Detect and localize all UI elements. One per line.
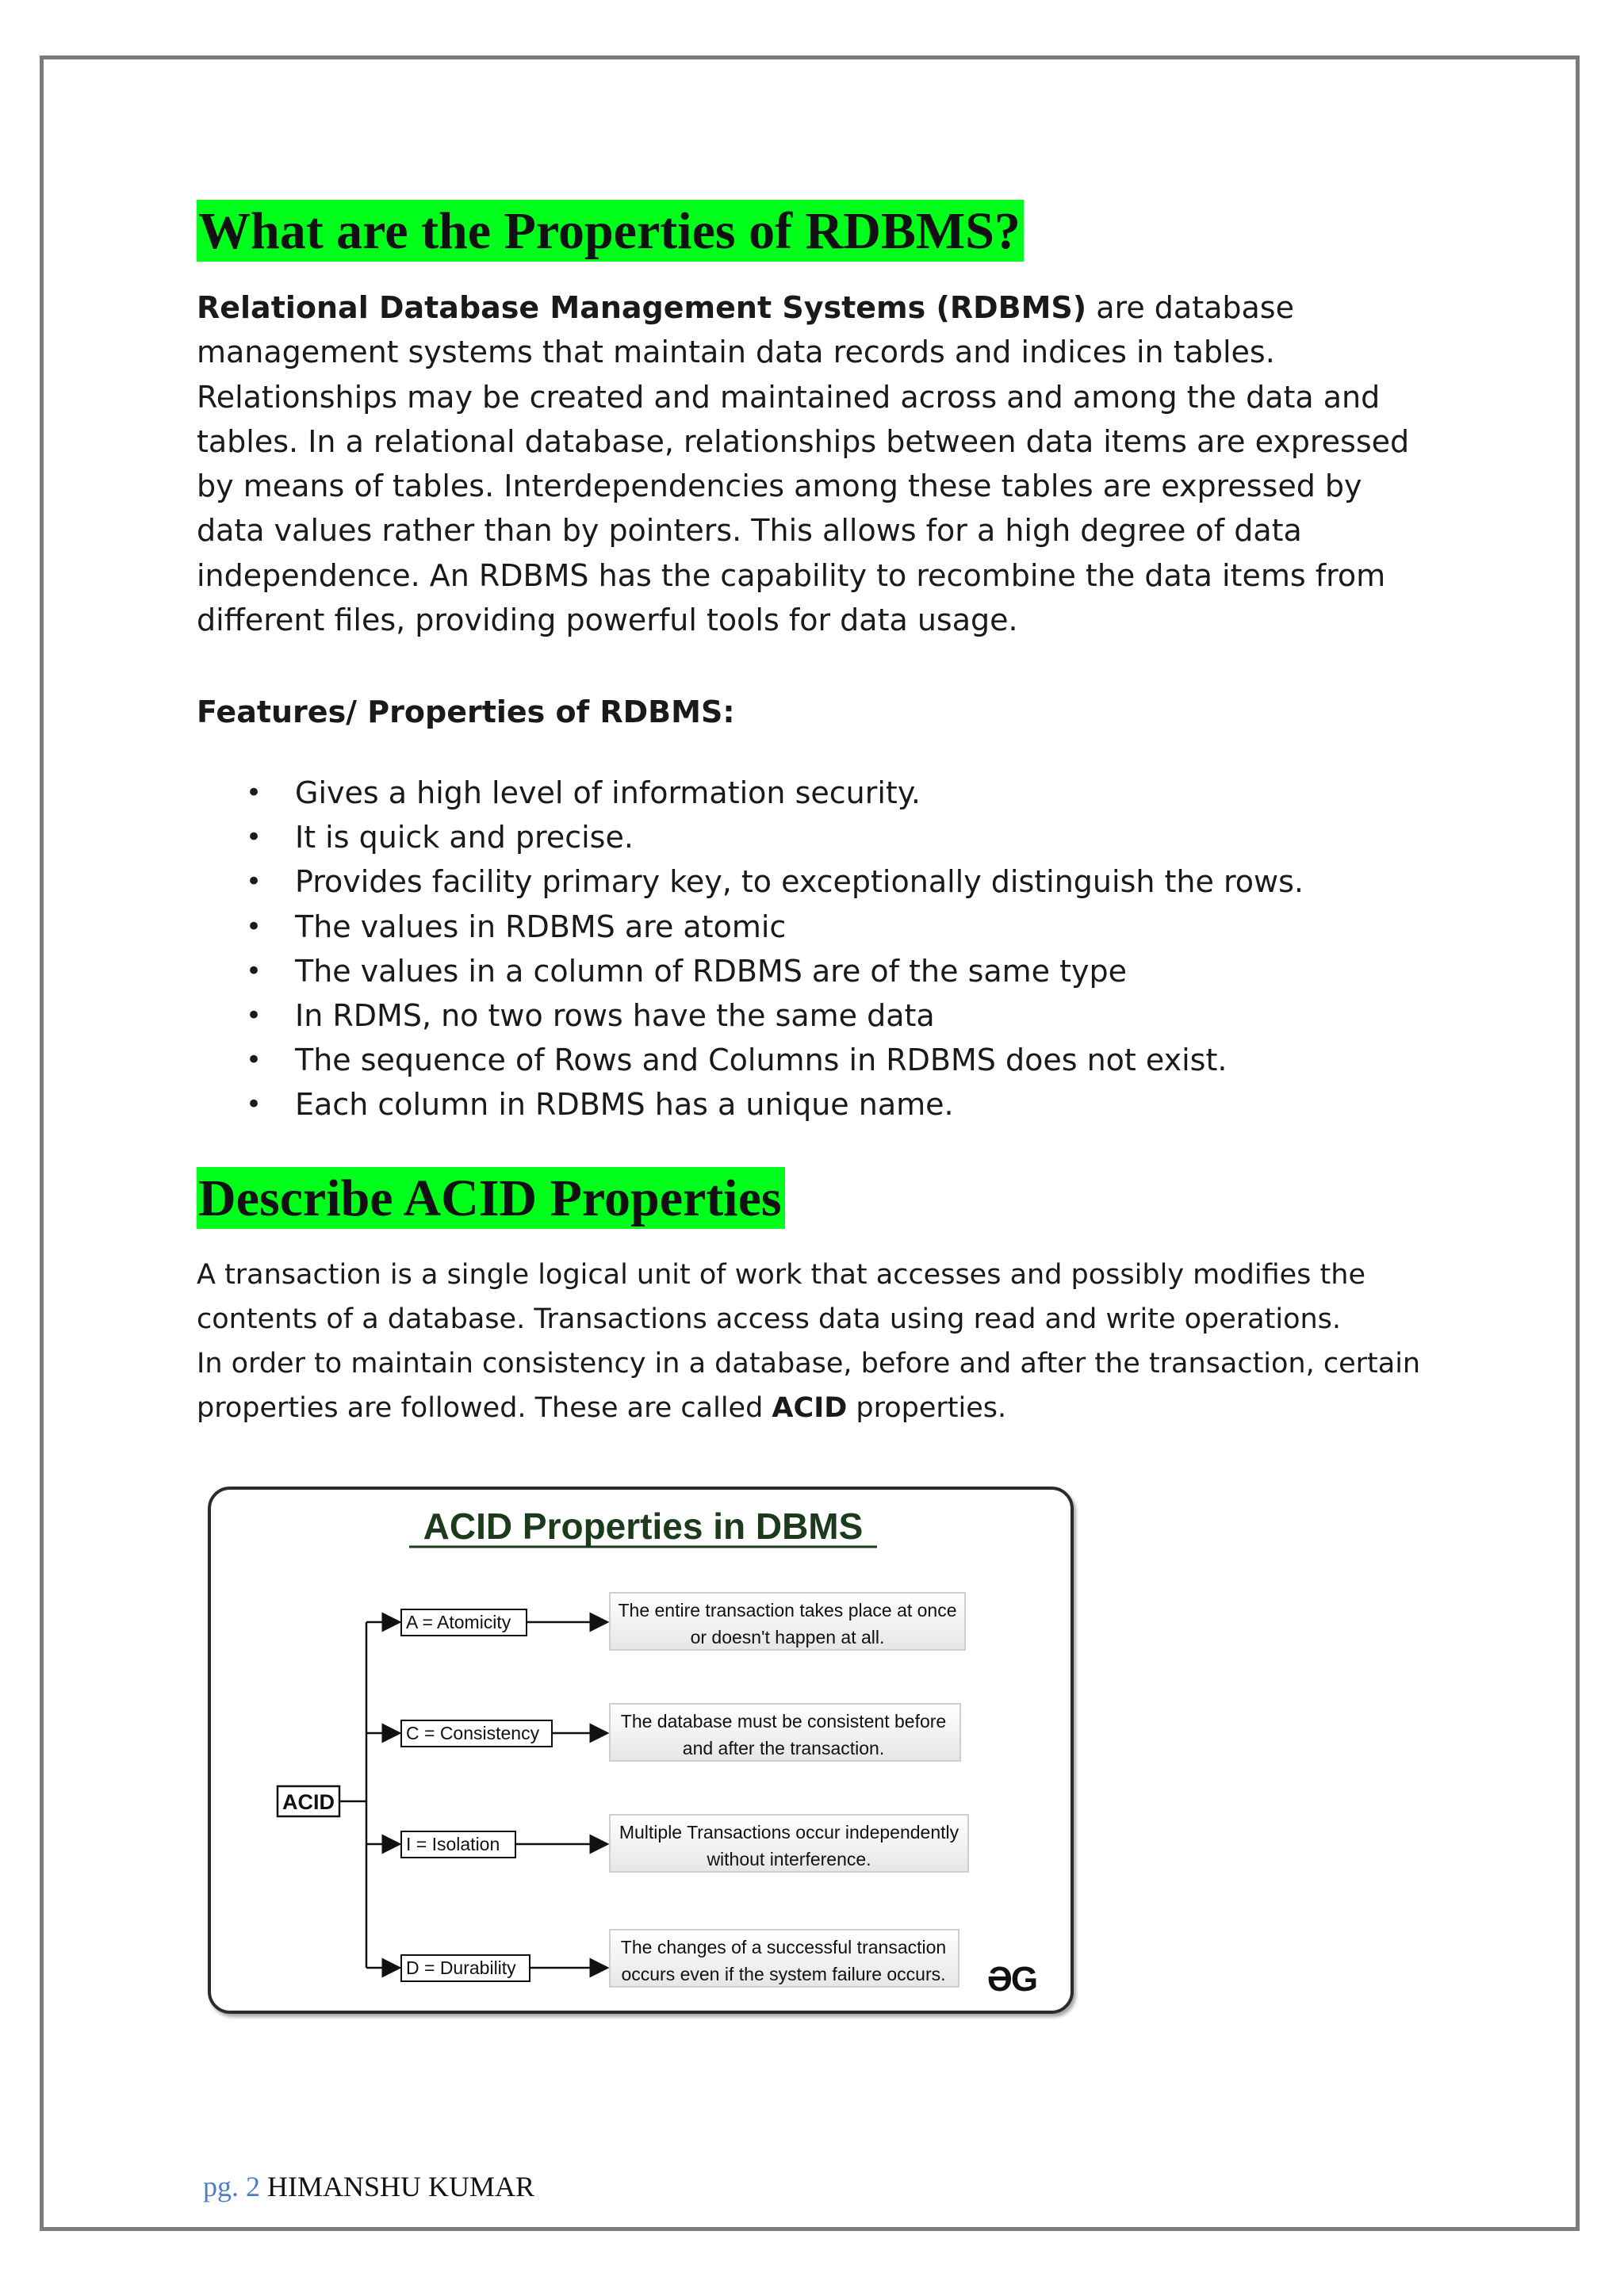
list-item (197, 859, 1304, 904)
list-item (197, 993, 1304, 1038)
properties-heading: What are the Properties of RDBMS? (197, 200, 1024, 262)
durability-desc-line1: The changes of a successful transaction (620, 1937, 947, 1957)
bullet-icon: • (246, 821, 262, 854)
acid-root-label: ACID (282, 1790, 335, 1814)
gg-logo (987, 1960, 1036, 1999)
features-title: Features/ Properties of RDBMS: (197, 695, 735, 729)
consistency-desc-line1: The database must be consistent before (620, 1711, 947, 1732)
isolation-desc-line1: Multiple Transactions occur independently (619, 1822, 959, 1843)
features-list (197, 771, 1304, 1127)
list-item (197, 949, 1304, 993)
rdbms-intro-paragraph (197, 285, 1434, 642)
list-item (197, 815, 1304, 859)
acid-heading: Describe ACID Properties (197, 1167, 785, 1229)
acid-para-text-1: A transaction is a single logical unit of work that accesses and possibly modifies the contents of a database. Transactions access data using read and write operations. (197, 1259, 1365, 1335)
footer-author: HIMANSHU KUMAR (267, 2171, 535, 2202)
bullet-icon: • (246, 1000, 262, 1032)
feature-text: The values in RDBMS are atomic (295, 909, 787, 944)
bullet-icon: • (246, 777, 262, 809)
atomicity-desc-line1: The entire transaction takes place at once (618, 1600, 957, 1621)
list-item (197, 1082, 1304, 1127)
atomicity-desc-line2: or doesn't happen at all. (690, 1627, 885, 1647)
isolation-desc-line2: without interference. (707, 1849, 871, 1869)
feature-text: The values in a column of RDBMS are of the same type (295, 953, 1128, 989)
durability-desc-line2: occurs even if the system failure occurs. (621, 1964, 946, 1984)
bullet-icon: • (246, 1044, 262, 1077)
consistency-label: C = Consistency (406, 1723, 540, 1743)
isolation-label: I = Isolation (406, 1834, 500, 1854)
acid-para-text-3: properties. (847, 1392, 1007, 1424)
feature-text: Provides facility primary key, to exceptionally distinguish the rows. (295, 864, 1304, 900)
bullet-icon: • (246, 1089, 262, 1121)
acid-para-text-2: In order to maintain consistency in a database, before and after the transaction, certain properties are followed. These are called (197, 1348, 1421, 1424)
feature-text: Gives a high level of information security. (295, 775, 921, 810)
page-footer (203, 2169, 534, 2204)
list-item (197, 771, 1304, 815)
acid-para-bold: ACID (772, 1392, 848, 1424)
rdbms-intro-bold: Relational Database Management Systems (RDBMS) (197, 290, 1087, 325)
feature-text: Each column in RDBMS has a unique name. (295, 1087, 954, 1123)
acid-diagram (208, 1487, 1074, 2014)
consistency-desc-line2: and after the transaction. (682, 1738, 885, 1758)
diagram-title: ACID Properties in DBMS (423, 1506, 864, 1547)
feature-text: In RDMS, no two rows have the same data (295, 998, 935, 1034)
list-item (197, 905, 1304, 949)
rdbms-intro-text: are database management systems that maintain data records and indices in tables. Relationships may be created and maintained across and among the data and tables. In a relational database, relationships between data items are expressed by means of tables. Interdependencies among these tables are expressed by data values rather than by pointers. This allows for a high degree of data independence. An RDBMS has the capability to recombine the data items from different files, providing powerful tools for data usage. (197, 290, 1410, 638)
bullet-icon: • (246, 955, 262, 987)
list-item (197, 1038, 1304, 1082)
feature-text: The sequence of Rows and Columns in RDBMS does not exist. (295, 1043, 1228, 1078)
page-number: pg. 2 (203, 2171, 260, 2202)
gg-logo-text: ƏG (986, 1960, 1037, 1999)
atomicity-label: A = Atomicity (406, 1612, 511, 1632)
bullet-icon: • (246, 910, 262, 943)
feature-text: It is quick and precise. (295, 820, 634, 855)
bullet-icon: • (246, 866, 262, 898)
acid-paragraph (197, 1253, 1434, 1430)
durability-label: D = Durability (406, 1957, 516, 1978)
acid-diagram-svg (211, 1490, 1071, 2011)
